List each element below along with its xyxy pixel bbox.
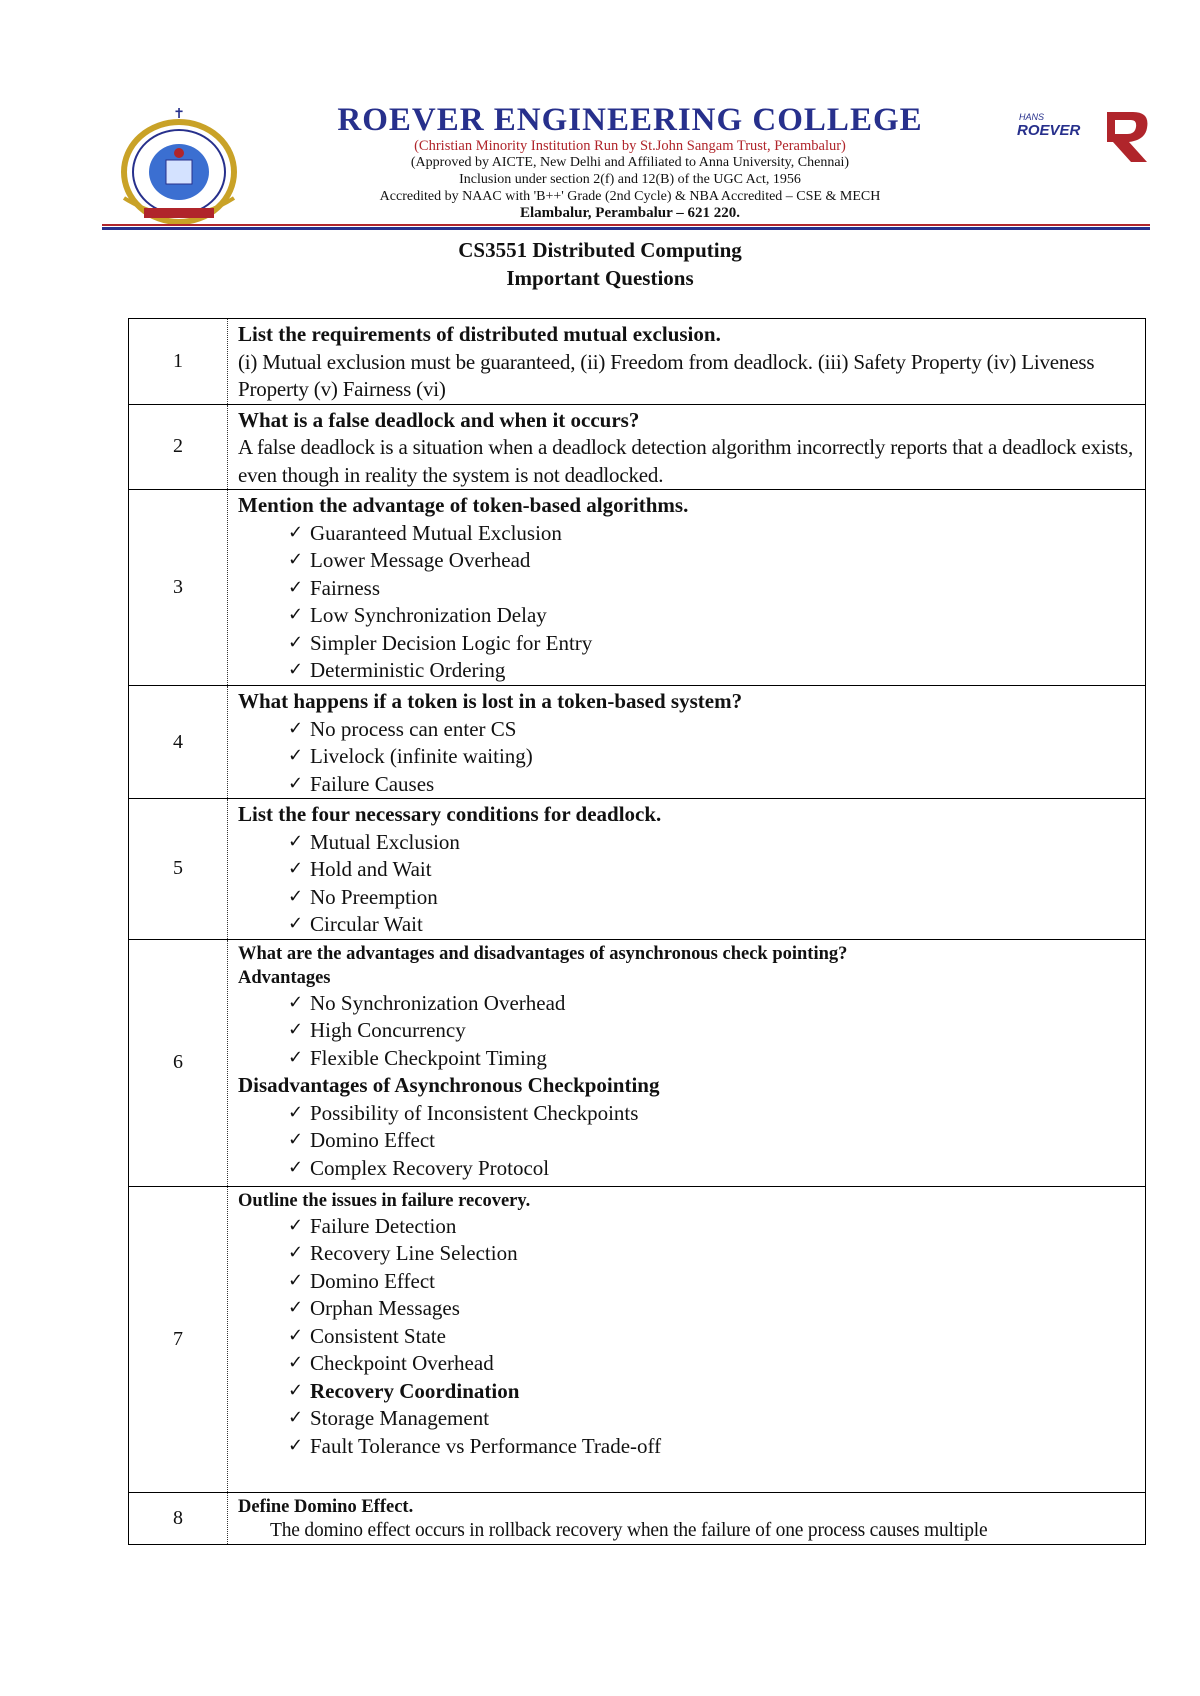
disadvantages-heading: Disadvantages of Asynchronous Checkpointing xyxy=(238,1073,660,1097)
course-title: CS3551 Distributed Computing xyxy=(458,238,742,262)
approval-line: (Approved by AICTE, New Delhi and Affiliated to Anna University, Chennai) xyxy=(410,155,850,170)
answer-text: A false deadlock is a situation when a deadlock detection algorithm incorrectly reports that a deadlock exists, even though in reality the system is not deadlocked. xyxy=(238,435,1134,487)
list-item: ✓ Recovery Coordination xyxy=(288,1378,520,1403)
list-item: ✓ Lower Message Overhead xyxy=(288,548,531,572)
answer-text: The domino effect occurs in rollback recovery when the failure of one process causes multiple xyxy=(270,1519,988,1541)
check-icon: ✓ xyxy=(288,913,304,934)
list-item: ✓ Failure Causes xyxy=(288,771,435,796)
list-item: ✓ Domino Effect xyxy=(288,1128,435,1152)
question-number: 4 xyxy=(129,686,228,799)
question-cell xyxy=(228,1492,1146,1544)
svg-text:ROEVER: ROEVER xyxy=(1017,122,1081,139)
check-icon: ✓ xyxy=(288,772,304,794)
check-icon: ✓ xyxy=(288,1101,304,1123)
question-number: 6 xyxy=(129,939,228,1186)
list-item: ✓ Possibility of Inconsistent Checkpoints xyxy=(288,1100,639,1125)
check-icon: ✓ xyxy=(288,1324,304,1346)
list-item: ✓ Low Synchronization Delay xyxy=(288,603,547,627)
questions-table xyxy=(128,318,1146,1545)
list-item: ✓ Guaranteed Mutual Exclusion xyxy=(288,520,562,545)
check-icon: ✓ xyxy=(288,576,304,598)
naac-line: Accredited by NAAC with 'B++' Grade (2nd Cycle) & NBA Accredited – CSE & MECH xyxy=(379,189,881,204)
check-icon: ✓ xyxy=(288,1407,304,1428)
check-icon: ✓ xyxy=(288,1379,304,1401)
question-text: What is a false deadlock and when it occurs? xyxy=(238,407,640,432)
question-text: Define Domino Effect. xyxy=(238,1496,414,1517)
question-cell xyxy=(228,686,1146,799)
letterhead xyxy=(100,100,1150,225)
header-rule-blue xyxy=(102,227,1150,230)
table-row xyxy=(129,404,1146,490)
answer-text: (i) Mutual exclusion must be guaranteed, (ii) Freedom from deadlock. (iii) Safety Property (iv) Liveness Property (v) Fairness (vi) xyxy=(238,349,1095,401)
list-item: ✓ Fairness xyxy=(288,575,380,600)
answer-list xyxy=(238,716,1135,799)
svg-text:HANS: HANS xyxy=(1019,112,1045,122)
advantages-list xyxy=(238,990,1135,1073)
header-rule-red xyxy=(102,224,1150,226)
list-item: ✓ No Preemption xyxy=(288,884,438,909)
answer-list xyxy=(238,829,1135,939)
check-icon: ✓ xyxy=(288,858,304,879)
list-item: ✓ Consistent State xyxy=(288,1323,446,1348)
document-subtitle: Important Questions xyxy=(506,266,694,290)
list-item: ✓ Failure Detection xyxy=(288,1213,457,1238)
disadvantages-list xyxy=(238,1100,1135,1183)
question-cell xyxy=(228,319,1146,405)
question-number: 1 xyxy=(129,319,228,405)
list-item: ✓ Domino Effect xyxy=(288,1268,435,1293)
question-text: List the four necessary conditions for deadlock. xyxy=(238,802,662,826)
list-item: ✓ Livelock (infinite waiting) xyxy=(288,744,533,768)
table-row xyxy=(129,1186,1146,1492)
address-line: Elambalur, Perambalur – 621 220. xyxy=(519,205,740,221)
check-icon: ✓ xyxy=(288,1214,304,1236)
list-item: ✓ Complex Recovery Protocol xyxy=(288,1155,550,1180)
question-number: 3 xyxy=(129,490,228,686)
college-name: ROEVER ENGINEERING COLLEGE xyxy=(337,102,923,138)
question-cell xyxy=(228,1186,1146,1492)
question-text: What happens if a token is lost in a token-based system? xyxy=(238,689,743,713)
check-icon: ✓ xyxy=(288,659,304,680)
check-icon: ✓ xyxy=(288,521,304,543)
check-icon: ✓ xyxy=(288,1434,304,1456)
svg-text:✝: ✝ xyxy=(173,108,185,122)
check-icon: ✓ xyxy=(288,604,304,625)
list-item: ✓ Circular Wait xyxy=(288,912,423,936)
check-icon: ✓ xyxy=(288,549,304,570)
check-icon: ✓ xyxy=(288,1046,304,1068)
check-icon: ✓ xyxy=(288,1129,304,1150)
check-icon: ✓ xyxy=(288,1242,304,1263)
question-number: 5 xyxy=(129,799,228,940)
question-cell xyxy=(228,939,1146,1186)
table-row xyxy=(129,686,1146,799)
list-item: ✓ Orphan Messages xyxy=(288,1296,460,1320)
list-item: ✓ Flexible Checkpoint Timing xyxy=(288,1045,547,1070)
check-icon: ✓ xyxy=(288,717,304,739)
list-item: ✓ High Concurrency xyxy=(288,1018,466,1042)
list-item: ✓ Fault Tolerance vs Performance Trade-off xyxy=(288,1433,662,1458)
list-item: ✓ No process can enter CS xyxy=(288,716,517,741)
check-icon: ✓ xyxy=(288,1297,304,1318)
table-row xyxy=(129,490,1146,686)
list-item: ✓ No Synchronization Overhead xyxy=(288,990,566,1015)
table-row xyxy=(129,319,1146,405)
check-icon: ✓ xyxy=(288,1269,304,1291)
question-number: 2 xyxy=(129,404,228,490)
check-icon: ✓ xyxy=(288,1019,304,1040)
hans-roever-logo-icon xyxy=(1015,108,1150,164)
question-cell xyxy=(228,490,1146,686)
question-number: 7 xyxy=(129,1186,228,1492)
check-icon: ✓ xyxy=(288,631,304,653)
college-seal-icon xyxy=(114,108,244,230)
question-cell xyxy=(228,404,1146,490)
trust-line: (Christian Minority Institution Run by St.John Sangam Trust, Perambalur) xyxy=(414,138,846,154)
question-cell xyxy=(228,799,1146,940)
list-item: ✓ Deterministic Ordering xyxy=(288,658,506,682)
check-icon: ✓ xyxy=(288,885,304,907)
answer-list xyxy=(238,520,1135,685)
table-row xyxy=(129,939,1146,1186)
question-text: What are the advantages and disadvantages of asynchronous check pointing? xyxy=(238,943,848,964)
question-text: Outline the issues in failure recovery. xyxy=(238,1190,531,1211)
check-icon: ✓ xyxy=(288,745,304,766)
question-text: Mention the advantage of token-based algorithms. xyxy=(238,493,689,517)
table-row xyxy=(129,799,1146,940)
answer-list xyxy=(238,1213,1135,1461)
advantages-heading: Advantages xyxy=(238,967,331,988)
list-item: ✓ Mutual Exclusion xyxy=(288,829,460,854)
check-icon: ✓ xyxy=(288,1156,304,1178)
question-text: List the requirements of distributed mutual exclusion. xyxy=(238,322,721,346)
check-icon: ✓ xyxy=(288,991,304,1013)
check-icon: ✓ xyxy=(288,830,304,852)
list-item: ✓ Storage Management xyxy=(288,1406,490,1430)
list-item: ✓ Simpler Decision Logic for Entry xyxy=(288,630,593,655)
list-item: ✓ Hold and Wait xyxy=(288,857,432,881)
table-row xyxy=(129,1492,1146,1544)
check-icon: ✓ xyxy=(288,1352,304,1373)
question-number: 8 xyxy=(129,1492,228,1544)
ugc-line: Inclusion under section 2(f) and 12(B) of the UGC Act, 1956 xyxy=(459,172,801,187)
list-item: ✓ Recovery Line Selection xyxy=(288,1241,518,1265)
list-item: ✓ Checkpoint Overhead xyxy=(288,1351,494,1375)
